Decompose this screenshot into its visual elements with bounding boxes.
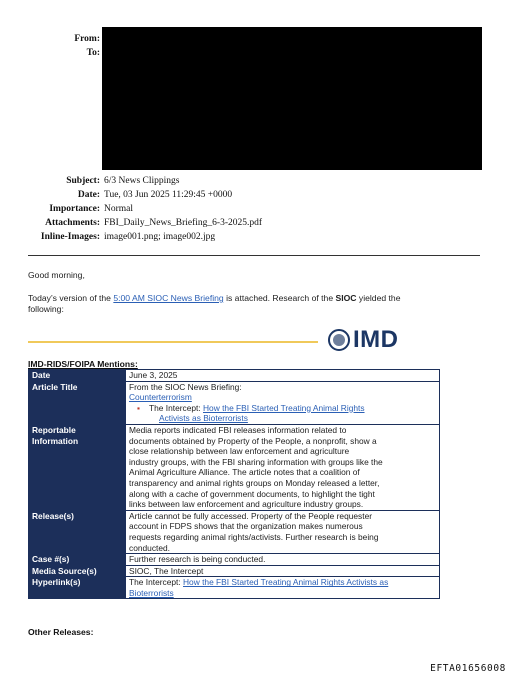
table-row — [29, 424, 440, 510]
news-briefing-link[interactable]: 5:00 AM SIOC News Briefing — [113, 293, 224, 303]
reportable-line: industry groups, with the FBI sharing information with groups like the — [129, 456, 383, 467]
reportable-label — [29, 424, 126, 510]
reportable-value — [126, 424, 440, 510]
hyperlink-value — [126, 577, 440, 599]
release-line: requests regarding animal rights/activists. Further research is being — [129, 531, 379, 542]
reportable-line: close relationship between law enforcement and agriculture — [129, 446, 350, 457]
importance-value: Normal — [104, 204, 134, 214]
reportable-line: along with a cache of government documents, to highlight the tight — [129, 488, 375, 499]
table-row — [29, 370, 440, 382]
date-value: Tue, 03 Jun 2025 11:29:45 +0000 — [104, 190, 233, 200]
article-source: From the SIOC News Briefing: — [129, 381, 242, 392]
intro-mid: is attached. Research of the — [223, 293, 336, 303]
table-row — [29, 381, 440, 424]
article-link-cont[interactable]: Activists as Bioterrorists — [159, 413, 248, 424]
intro-paragraph — [28, 293, 400, 304]
intro-bold: SIOC — [335, 293, 357, 303]
subject-label: Subject: — [66, 176, 100, 186]
article-outlet: The Intercept: — [149, 402, 203, 413]
greeting: Good morning, — [28, 270, 85, 280]
other-releases-heading: Other Releases: — [28, 627, 94, 637]
attachments-label: Attachments: — [45, 218, 100, 228]
from-label: From: — [74, 34, 100, 44]
date-label: Date: — [77, 190, 100, 200]
release-line: account in FDPS shows that the organization makes numerous — [129, 521, 363, 532]
release-line: Article cannot be fully accessed. Property of the People requester — [129, 510, 373, 521]
to-label: To: — [86, 48, 100, 58]
article-title-label: Article Title — [29, 381, 126, 424]
header-divider — [28, 255, 480, 256]
gold-divider — [28, 341, 318, 343]
mentions-table — [28, 369, 440, 599]
attachments-value: FBI_Daily_News_Briefing_6-3-2025.pdf — [104, 218, 263, 228]
list-item — [129, 403, 436, 414]
article-link[interactable]: How the FBI Started Treating Animal Rights — [203, 402, 365, 413]
redaction-block — [102, 27, 482, 170]
subject-value: 6/3 News Clippings — [104, 176, 180, 186]
reportable-line: links between law enforcement and agriculture industry groups. — [129, 499, 364, 510]
release-value — [126, 510, 440, 553]
reportable-label-line1: Reportable — [32, 424, 76, 435]
intro-suffix: yielded the — [356, 293, 401, 303]
date-cell-label: Date — [29, 370, 126, 382]
reportable-line: documents obtained by Property of the People, a nonprofit, show a — [129, 435, 377, 446]
media-source-value: SIOC, The Intercept — [126, 565, 440, 577]
article-title-value — [126, 381, 440, 424]
intro-prefix: Today’s version of the — [28, 293, 114, 303]
table-row — [29, 510, 440, 553]
date-cell-value: June 3, 2025 — [126, 370, 440, 382]
counterterrorism-link[interactable]: Counterterrorism — [129, 392, 192, 403]
reportable-line: Media reports indicated FBI releases information related to — [129, 424, 347, 435]
table-row — [29, 565, 440, 577]
reportable-line: Animal Agriculture Alliance. The article notes that a coalition of — [129, 467, 360, 478]
table-row — [29, 577, 440, 599]
seal-icon — [328, 329, 350, 351]
hyperlink-label: Hyperlink(s) — [29, 577, 126, 599]
media-source-label: Media Source(s) — [29, 565, 126, 577]
reportable-label-line2: Information — [32, 435, 79, 446]
bates-number: EFTA01656008 — [430, 663, 506, 674]
case-value: Further research is being conducted. — [126, 554, 440, 566]
case-label: Case #(s) — [29, 554, 126, 566]
logo-text: IMD — [353, 326, 399, 353]
hyperlink-link[interactable]: How the FBI Started Treating Animal Rights Activists as — [183, 577, 389, 588]
hyperlink-prefix: The Intercept: — [129, 577, 183, 588]
imd-logo — [328, 326, 399, 354]
intro-line2: following: — [28, 304, 64, 314]
importance-label: Importance: — [49, 204, 100, 214]
release-line: conducted. — [129, 542, 170, 553]
mentions-title: IMD-RIDS/FOIPA Mentions: — [28, 359, 138, 369]
table-row — [29, 554, 440, 566]
inline-images-label: Inline-Images: — [40, 232, 100, 242]
inline-images-value: image001.png; image002.jpg — [104, 232, 216, 242]
hyperlink-link-cont[interactable]: Bioterrorists — [129, 587, 174, 598]
reportable-line: transparency and animal rights groups on Monday released a letter, — [129, 477, 380, 488]
release-label: Release(s) — [29, 510, 126, 553]
